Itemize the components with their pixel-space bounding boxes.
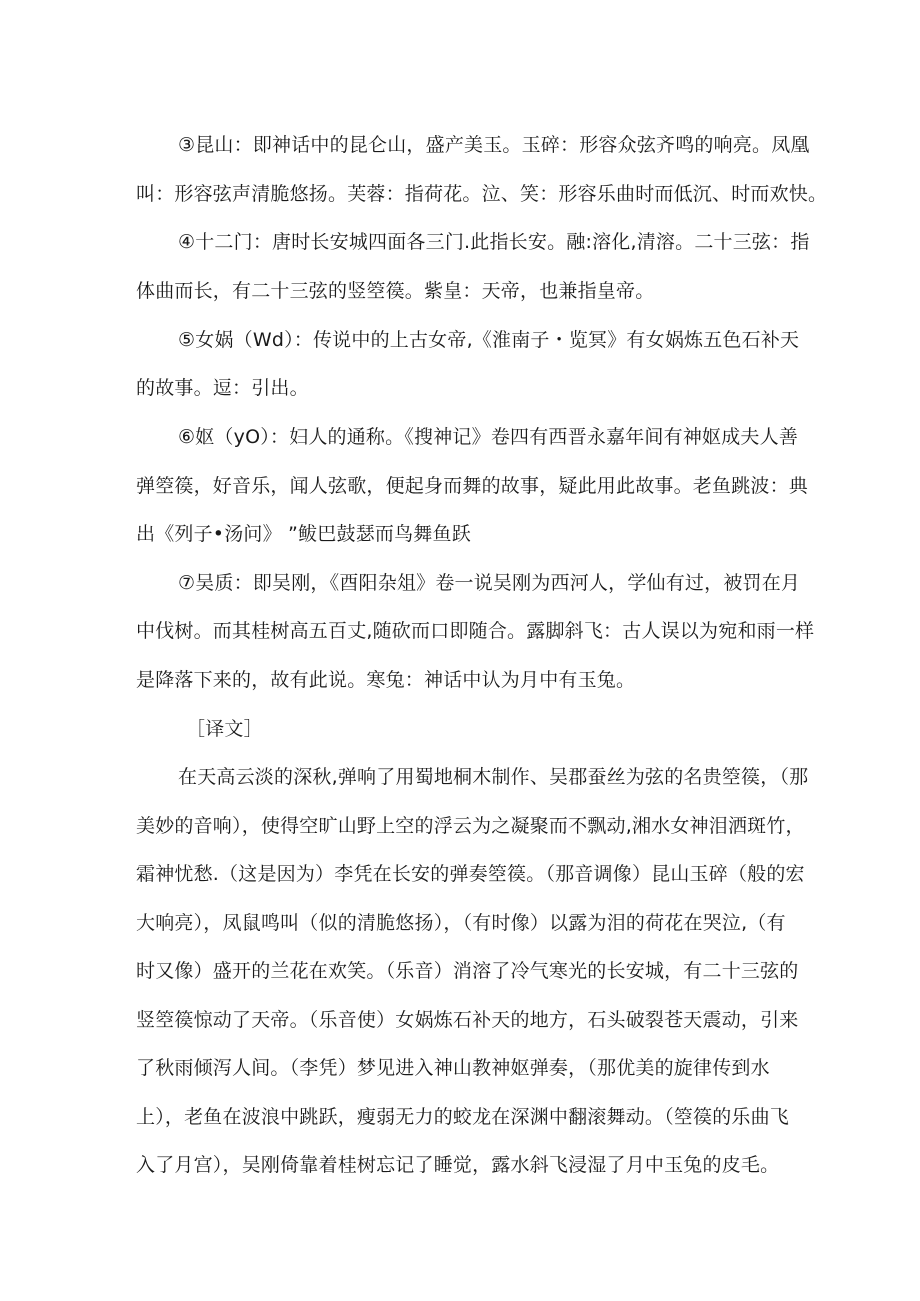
note-6-line-3: 出《列子•汤问》 ”鲅巴鼓瑟而鸟舞鱼跃 (136, 523, 471, 545)
note-6-line-1: ⑥妪（yO）：妇人的通称。《搜神记》卷四有西晋永嘉年间有神妪成夫人善 (178, 426, 799, 448)
translation-line-6: 竖箜篌惊动了天帝。（乐音使）女娲炼石补天的地方，石头破裂苍天震动，引来 (136, 1009, 799, 1031)
translation-heading: ［译文］ (186, 718, 263, 740)
note-6-line-2: 弹箜篌，好音乐，闻人弦歌，便起身而舞的故事，疑此用此故事。老鱼跳波：典 (136, 475, 809, 497)
translation-line-2: 美妙的音响），使得空旷山野上空的浮云为之凝聚而不飘动,湘水女神泪洒斑竹， (136, 815, 805, 837)
note-7-line-2: 中伐树。而其桂树高五百丈,随砍而口即随合。露脚斜飞：古人误以为宛和雨一样 (136, 620, 815, 642)
translation-line-8: 上），老鱼在波浪中跳跃，瘦弱无力的蛟龙在深渊中翻滚舞动。（箜篌的乐曲飞 (136, 1106, 790, 1128)
translation-line-3: 霜神忧愁.（这是因为）李凭在长安的弹奏箜篌。（那音调像）昆山玉碎（般的宏 (136, 863, 805, 885)
note-7-line-3: 是降落下来的，故有此说。寒兔：神话中认为月中有玉兔。 (136, 669, 636, 691)
note-4-line-2: 体曲而长，有二十三弦的竖箜篌。紫皇：天帝，也兼指皇帝。 (136, 280, 655, 302)
note-4-line-1: ④十二门：唐时长安城四面各三门.此指长安。融:溶化,清溶。二十三弦：指 (178, 231, 810, 253)
translation-line-4: 大响亮），凤鼠鸣叫（似的清脆悠扬），（有时像）以露为泪的荷花在哭泣,（有 (136, 912, 786, 934)
note-5-line-2: 的故事。逗：引出。 (136, 377, 309, 399)
translation-line-5: 时又像）盛开的兰花在欢笑。（乐音）消溶了冷气寒光的长安城，有二十三弦的 (136, 960, 799, 982)
translation-line-9: 入了月宫），吴刚倚靠着桂树忘记了睡觉，露水斜飞浸湿了月中玉兔的皮毛。 (136, 1154, 780, 1176)
note-3-line-2: 叫：形容弦声清脆悠扬。芙蓉：指荷花。泣、笑：形容乐曲时而低沉、时而欢快。 (136, 183, 828, 205)
note-5-line-1: ⑤女娲（Wd）：传说中的上古女帝,《淮南子・览冥》有女娲炼五色石补天 (178, 329, 800, 351)
note-3-line-1: ③昆山：即神话中的昆仑山，盛产美玉。玉碎：形容众弦齐鸣的响亮。凤凰 (178, 134, 810, 156)
translation-line-1: 在天高云淡的深秋,弹响了用蜀地桐木制作、吴郡蚕丝为弦的名贵箜篌，（那 (178, 766, 809, 788)
translation-line-7: 了秋雨倾泻人间。（李凭）梦见进入神山教神妪弹奏，（那优美的旋律传到水 (136, 1057, 770, 1079)
note-7-line-1: ⑦吴质：即吴刚，《酉阳杂俎》卷一说吴刚为西河人，学仙有过，被罚在月 (178, 572, 801, 594)
